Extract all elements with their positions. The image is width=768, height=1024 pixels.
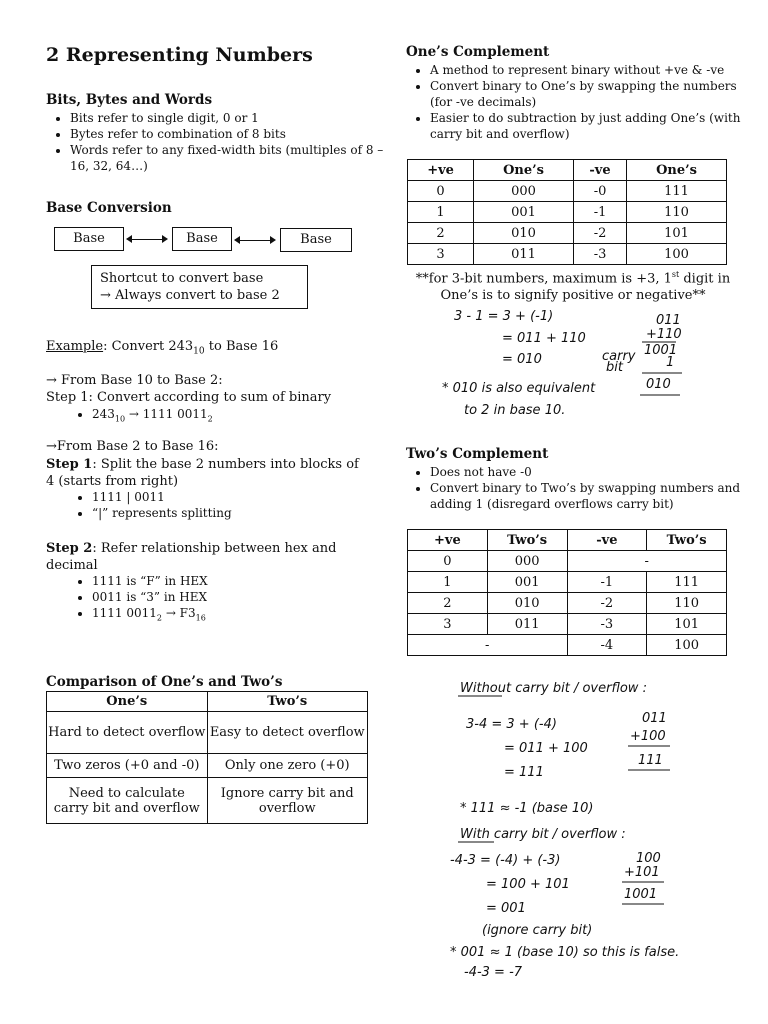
hand-line: = 011 + 110	[502, 331, 586, 346]
ones-handwritten-work	[420, 300, 720, 420]
base-box-3: Base	[280, 228, 352, 252]
hand-line: * 001 ≈ 1 (base 10) so this is false.	[450, 945, 680, 960]
hand-line: 100	[636, 851, 661, 866]
ones-note: **for 3-bit numbers, maximum is +3, 1st digit in One’s is to signify positive or negative**	[415, 270, 731, 304]
hand-line: 1001	[644, 343, 678, 358]
hand-line: 1	[666, 355, 675, 370]
bits-list	[46, 110, 390, 174]
table-row: - -4 100	[408, 635, 727, 656]
table-row: Hard to detect overflow Easy to detect overflow	[47, 712, 368, 754]
hex-bullets	[46, 573, 208, 626]
hand-line: 010	[646, 377, 671, 392]
hand-line: = 100 + 101	[486, 877, 570, 892]
ones-table	[407, 159, 727, 265]
list-item: • Words refer to any fixed-width bits (multiples of 8 – 16, 32, 64…)	[70, 142, 390, 174]
table-row: 2 010 -2 110	[408, 593, 727, 614]
table-header: -ve	[567, 530, 647, 551]
table-row: 3 011 -3 101	[408, 614, 727, 635]
table-header: -ve	[574, 160, 627, 181]
list-item: • A method to represent binary without +ve & -ve	[430, 62, 750, 78]
step1-split: Step 1: Split the base 2 numbers into blocks of 4 (starts from right)	[46, 457, 359, 489]
page-title: 2 Representing Numbers	[46, 44, 313, 66]
table-row: Two zeros (+0 and -0) Only one zero (+0)	[47, 754, 368, 778]
split-bullets	[46, 489, 232, 521]
list-item: • Bytes refer to combination of 8 bits	[70, 126, 390, 142]
twos-list	[406, 464, 750, 512]
ones-heading: One’s Complement	[406, 44, 550, 60]
list-item: • $243_{10} \to 1111$ $0011_2$	[92, 406, 213, 427]
twos-handwritten-work	[440, 672, 700, 982]
example-label: Example	[46, 339, 104, 354]
table-header: One’s	[627, 160, 727, 181]
hand-line: +110	[646, 327, 682, 342]
hand-line: = 001	[486, 901, 526, 916]
base-conversion-heading: Base Conversion	[46, 200, 172, 216]
list-item: • Bits refer to single digit, 0 or 1	[70, 110, 390, 126]
bits-heading: Bits, Bytes and Words	[46, 92, 213, 108]
ones-list	[406, 62, 750, 142]
shortcut-line-1: Shortcut to convert base	[100, 271, 264, 286]
step1-bullets	[46, 406, 213, 427]
hand-line: = 111	[504, 765, 544, 780]
list-item: • 1111 is “F” in HEX	[92, 573, 208, 589]
list-item: • 0011 is “3” in HEX	[92, 589, 208, 605]
base-box-1: Base	[54, 227, 124, 251]
comparison-table	[46, 691, 368, 824]
hand-line: 011	[656, 313, 681, 328]
list-item: • Convert binary to Two’s by swapping numbers and adding 1 (disregard overflows carry bit)	[430, 480, 750, 512]
comparison-heading: Comparison of One’s and Two’s	[46, 674, 283, 690]
double-arrow-icon	[236, 240, 274, 241]
shortcut-box	[91, 265, 308, 309]
hand-line: * 010 is also equivalent	[442, 381, 596, 396]
list-item: • 1111 $0011_2 \to F3_{16}$	[92, 605, 208, 626]
table-header: +ve	[408, 530, 488, 551]
hand-line: +100	[630, 729, 666, 744]
table-row: Need to calculate carry bit and overflow Ignore carry bit and overflow	[47, 778, 368, 824]
table-row: 1 001 -1 110	[408, 202, 727, 223]
hand-line: 011	[642, 711, 667, 726]
hand-line: 3 - 1 = 3 + (-1)	[454, 309, 554, 324]
table-row: 3 011 -3 100	[408, 244, 727, 265]
hand-line: -4-3 = -7	[464, 965, 523, 980]
step2-relation: Step 2: Refer relationship between hex and decimal	[46, 541, 337, 573]
hand-line: (ignore carry bit)	[482, 923, 593, 938]
hand-line: to 2 in base 10.	[464, 403, 566, 418]
step1-convert: Step 1: Convert according to sum of binary	[46, 390, 332, 405]
hand-line: 1001	[624, 887, 658, 902]
hand-line: +101	[624, 865, 660, 880]
base-box-2: Base	[172, 227, 232, 251]
shortcut-line-2: → Always convert to base 2	[100, 288, 280, 303]
from-base-2: →From Base 2 to Base 16:	[46, 439, 219, 454]
list-item: • Easier to do subtraction by just adding One’s (with carry bit and overflow)	[430, 110, 750, 142]
table-header: Two’s	[207, 692, 368, 712]
table-header: Two’s	[647, 530, 727, 551]
hand-line: 111	[638, 753, 663, 768]
list-item: • “|” represents splitting	[92, 505, 232, 521]
hand-line: -4-3 = (-4) + (-3)	[450, 853, 561, 868]
twos-heading: Two’s Complement	[406, 446, 549, 462]
table-row: 0 000 -	[408, 551, 727, 572]
table-header: +ve	[408, 160, 474, 181]
hand-line: = 011 + 100	[504, 741, 588, 756]
double-arrow-icon	[128, 239, 166, 240]
table-header: One’s	[47, 692, 208, 712]
table-header: One’s	[474, 160, 574, 181]
hand-line: bit	[606, 360, 623, 375]
table-row: 0 000 -0 111	[408, 181, 727, 202]
example-line: Example: Convert $243_{10}$ to Base 16	[46, 339, 279, 357]
list-item: • Does not have -0	[430, 464, 750, 480]
table-row: 1 001 -1 111	[408, 572, 727, 593]
hand-line: carry	[602, 349, 636, 364]
from-base-10: → From Base 10 to Base 2:	[46, 373, 223, 388]
list-item: • Convert binary to One’s by swapping the numbers (for -ve decimals)	[430, 78, 750, 110]
hand-line: 3-4 = 3 + (-4)	[466, 717, 557, 732]
twos-table	[407, 529, 727, 656]
hand-line: With carry bit / overflow :	[460, 827, 626, 842]
list-item: • 1111 | 0011	[92, 489, 232, 505]
table-row: 2 010 -2 101	[408, 223, 727, 244]
hand-line: * 111 ≈ -1 (base 10)	[460, 801, 594, 816]
hand-line: Without carry bit / overflow :	[460, 681, 647, 696]
table-header: Two’s	[487, 530, 567, 551]
hand-line: = 010	[502, 352, 542, 367]
